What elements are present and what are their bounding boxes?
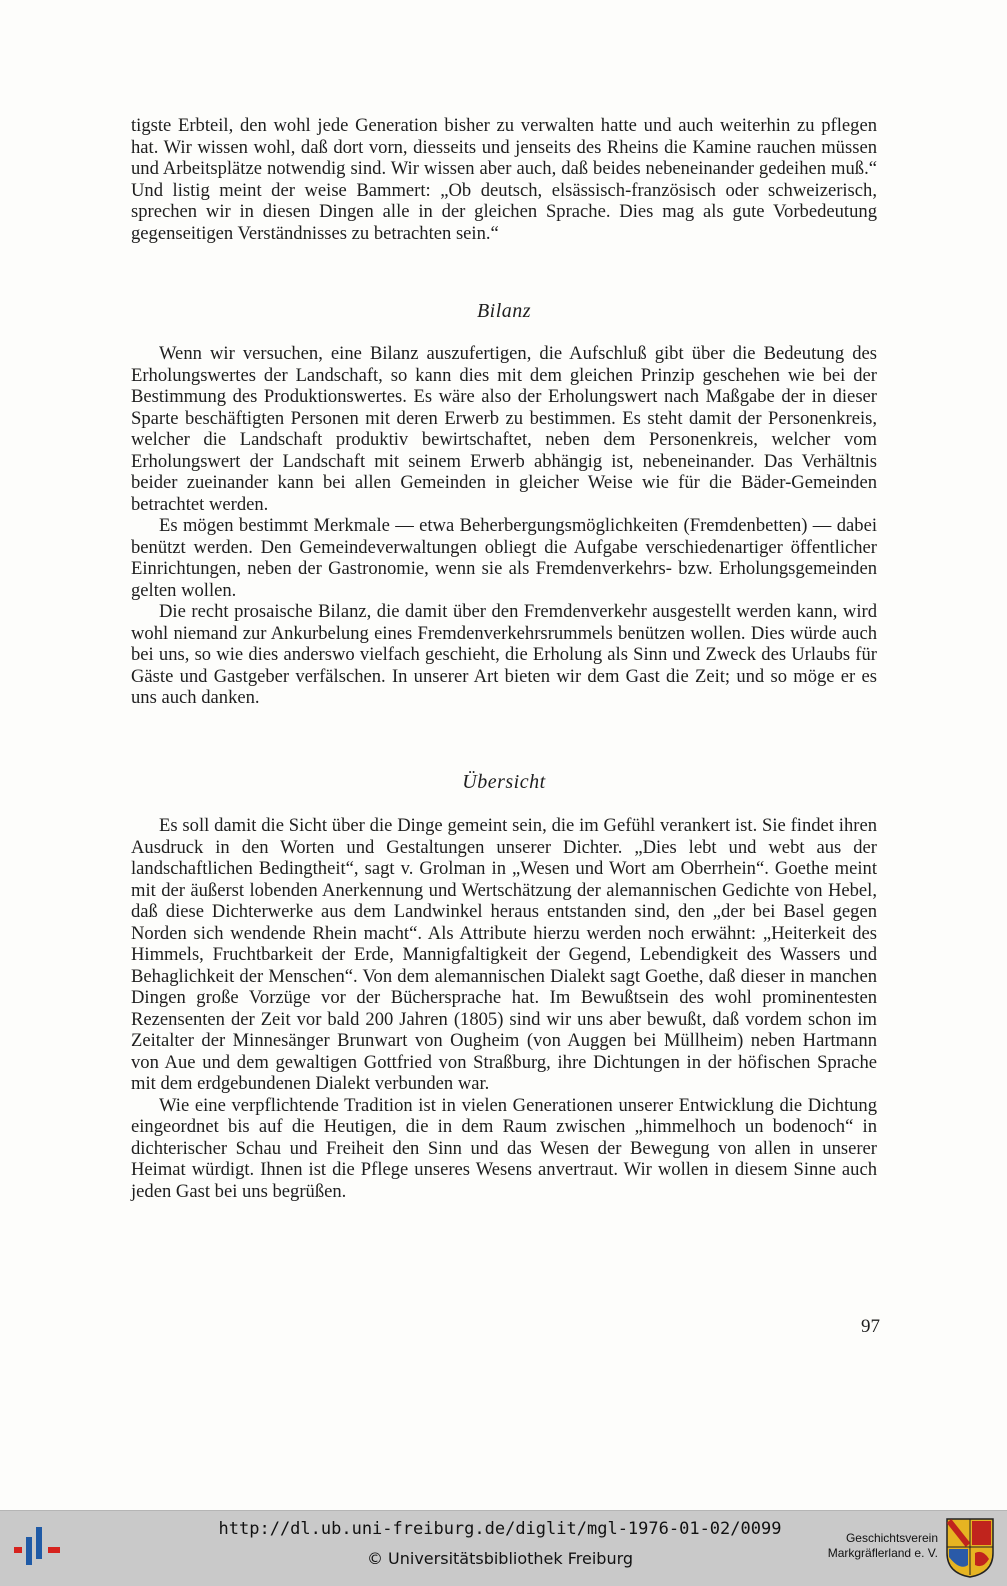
paragraph: Wenn wir versuchen, eine Bilanz auszufertigen, die Aufschluß gibt über die Bedeutung des Erholungswertes der Landschaft, so kann dies mit dem gleichen Prinzip geschehen wie bei der Bestimmung des Produktionswertes. Es wäre also der Erholungswert nach Maßgabe der in dieser Sparte beschäftigten Personen mit deren Erwerb zu bestimmen. Es steht damit der Personenkreis, welcher die Landschaft produktiv bewirtschaftet, neben dem Personenkreis, welcher vom Erholungswert der Landschaft mit seinem Erwerb abhängig ist, nebeneinander. Das Verhältnis beider zueinander kann bei allen Gemeinden in gleicher Weise wie für die Bäder-Gemeinden betrachtet werden.	[131, 343, 877, 515]
paragraph: Es mögen bestimmt Merkmale — etwa Beherbergungsmöglichkeiten (Fremdenbetten) — dabei benützt werden. Den Gemeindeverwaltungen obliegt die Aufgabe verschiedenartiger öffentlicher Einrichtungen, neben der Gastronomie, wenn sie als Fremdenverkehrs- bzw. Erholungsgemeinden gelten wollen.	[131, 515, 877, 601]
society-line-2: Markgräflerland e. V.	[827, 1546, 938, 1560]
section-heading-uebersicht: Übersicht	[462, 771, 546, 793]
section-heading-bilanz: Bilanz	[476, 300, 532, 322]
paragraph: Die recht prosaische Bilanz, die damit über den Fremdenverkehr ausgestellt werden kann, wird wohl niemand zur Ankurbelung eines Fremdenverkehrsrummels benützen wollen. Dies würde auch bei uns, so wie dies anderswo vielfach geschieht, die Erholung als Sinn und Zweck des Urlaubs für Gäste und Gastgeber verfälschen. In unserer Art bieten wir dem Gast die Zeit; und so möge er es uns auch danken.	[131, 601, 877, 708]
coat-of-arms-icon	[945, 1517, 995, 1579]
paragraph: Es soll damit die Sicht über die Dinge gemeint sein, die im Gefühl verankert ist. Sie findet ihren Ausdruck in den Worten und Gestaltungen unserer Dichter. „Dies lebt und webt aus der landschaftlichen Bedingtheit“, sagt v. Grolman in „Wesen und Wort am Oberrhein“. Goethe meint mit der äußerst lobenden Anerkennung und Wertschätzung der alemannischen Gedichte von Hebel, daß diese Dichterwerke aus dem Landwinkel heraus entstanden sind, den „der bei Basel gegen Norden sich wendende Rhein macht“. Als Attribute hierzu werden noch erwähnt: „Heiterkeit des Himmels, Fruchtbarkeit der Erde, Mannigfaltigkeit der Gegend, Lebendigkeit des Wassers und Behaglichkeit der Menschen“. Von dem alemannischen Dialekt sagt Goethe, daß dieser in manchen Dingen große Vorzüge vor der Büchersprache hat. Im Bewußtsein des wohl prominentesten Rezensenten der Zeit vor bald 200 Jahren (1805) sind wir uns aber bewußt, daß vordem schon im Zeitalter der Minnesänger Brunwart von Ougheim (von Auggen bei Müllheim) neben Hartmann von Aue und dem gewaltigen Gottfried von Straßburg, ihre Dichtungen in der höfischen Sprache mit dem erdgebundenen Dialekt verbunden war.	[131, 815, 877, 1094]
society-name	[806, 1531, 938, 1561]
ub-freiburg-logo-icon[interactable]	[14, 1525, 66, 1569]
footer-bar	[0, 1510, 1007, 1586]
intro-text	[131, 115, 877, 244]
page-number: 97	[861, 1316, 880, 1337]
footer-copyright: © Universitätsbibliothek Freiburg	[366, 1549, 634, 1568]
society-line-1: Geschichtsverein	[845, 1531, 938, 1545]
intro-paragraph: tigste Erbteil, den wohl jede Generation bisher zu verwalten hatte und auch weiterhin zu pflegen hat. Wir wissen wohl, daß dort vorn, diesseits und jenseits des Rheins die Kamine rauchen müssen und Arbeitsplätze notwendig sind. Wir wissen aber auch, daß beides nebeneinander gedeihen muß.“ Und listig meint der weise Bammert: „Ob deutsch, elsässisch-französisch oder schweizerisch, sprechen wir in diesen Dingen alle in der gleichen Sprache. Dies mag als gute Vorbedeutung gegenseitigen Verständnisses zu betrachten sein.“	[131, 115, 877, 244]
paragraph: Wie eine verpflichtende Tradition ist in vielen Generationen unserer Entwicklung die Dichtung eingeordnet bis auf die Heutigen, die in dem Raum zwischen „himmelhoch un bodenoch“ in dichterischer Schau und Freiheit den Sinn und das Wesen der Bewegung von allen in unserer Heimat würdigt. Ihnen ist die Pflege unseres Wesens anvertraut. Wir wollen in diesem Sinne auch jeden Gast bei uns begrüßen.	[131, 1094, 877, 1202]
section-bilanz-body	[131, 343, 877, 709]
section-uebersicht-body	[131, 815, 877, 1202]
footer-url-link[interactable]: http://dl.ub.uni-freiburg.de/diglit/mgl-1976-01-02/0099	[218, 1519, 782, 1539]
